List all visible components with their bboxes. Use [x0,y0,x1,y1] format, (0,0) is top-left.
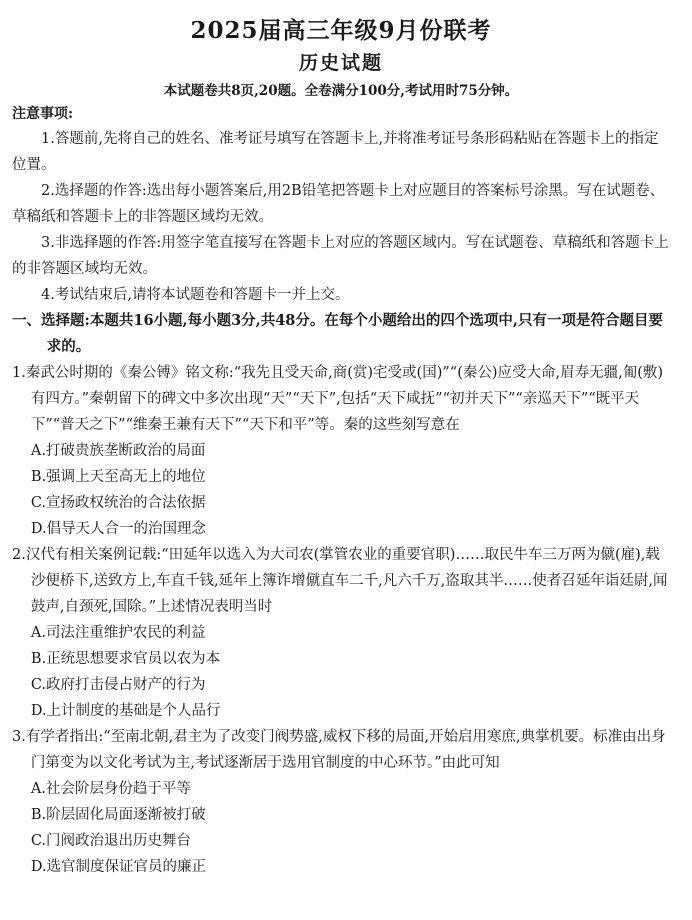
question-stem: 3.有学者指出:“至南北朝,君主为了改变门阀势盛,威权下移的局面,开始启用寒庶,典掌机要。标准由出身门第变为以文化考试为主,考试逐渐居于选用官制度的中心环节。”由此可知 [12,729,666,771]
option-a: A.司法注重维护农民的利益 [30,625,206,641]
exam-page [0,12,692,920]
question-stem: 1.秦武公时期的《秦公镈》铭文称:“我先且受天命,商(赏)宅受或(国)”“(秦公)应受大命,眉寿无疆,匍(敷)有四方。”秦朝留下的碑文中多次出现“天”“天下”,包括“天下咸抚”“初并天下”“亲巡天下”“既平天下”“普天之下”“维秦王兼有天下”“天下和平”等。秦的这些刻写意在 [12,365,664,433]
notice-heading: 注意事项: [12,106,74,122]
question-1 [12,360,670,542]
question-3 [12,724,670,880]
option-b: B.正统思想要求官员以农为本 [30,651,221,667]
section-heading: 一、选择题:本题共16小题,每小题3分,共48分。在每个小题给出的四个选项中,只有一项是符合题目要求的。 [12,312,663,355]
notice-item-4: 4.考试结束后,请将本试题卷和答题卡一并上交。 [41,287,350,303]
option-d: D.上计制度的基础是个人品行 [30,703,221,719]
notice-item-3: 3.非选择题的作答:用签字笔直接写在答题卡上对应的答题区域内。写在试题卷、草稿纸和答题卡上的非答题区域均无效。 [12,235,669,277]
option-b: B.强调上天至高无上的地位 [30,469,206,485]
option-c: C.宣扬政权统治的合法依据 [30,495,206,511]
option-d: D.选官制度保证官员的廉正 [30,859,207,875]
exam-title: 2025届高三年级9月份联考 [190,17,492,44]
question-2 [12,542,670,724]
option-a: A.社会阶层身份趋于平等 [30,781,191,797]
notice-item-1: 1.答题前,先将自己的姓名、准考证号填写在答题卡上,并将准考证号条形码粘贴在答题卡上的指定位置。 [12,131,659,173]
exam-info: 本试题卷共8页,20题。全卷满分100分,考试用时75分钟。 [163,83,519,99]
option-c: C.政府打击侵占财产的行为 [30,677,206,693]
notice-item-2: 2.选择题的作答:选出每小题答案后,用2B铅笔把答题卡上对应题目的答案标号涂黑。写在试题卷、草稿纸和答题卡上的非答题区域均无效。 [12,183,665,225]
option-d: D.倡导天人合一的治国理念 [30,521,207,537]
option-c: C.门阀政治退出历史舞台 [30,833,192,849]
option-b: B.阶层固化局面逐渐被打破 [30,807,206,823]
option-a: A.打破贵族垄断政治的局面 [30,443,206,459]
exam-subject: 历史试题 [298,52,383,74]
question-stem: 2.汉代有相关案例记载:“田延年以选入为大司农(掌管农业的重要官职)……取民牛车三万两为僦(雇),载沙便桥下,送致方上,车直千钱,延年上簿诈增僦直车二千,凡六千万,盗取其半……使者召延年诣廷尉,闻鼓声,自颈死,国除。”上述情况表明当时 [12,547,668,615]
